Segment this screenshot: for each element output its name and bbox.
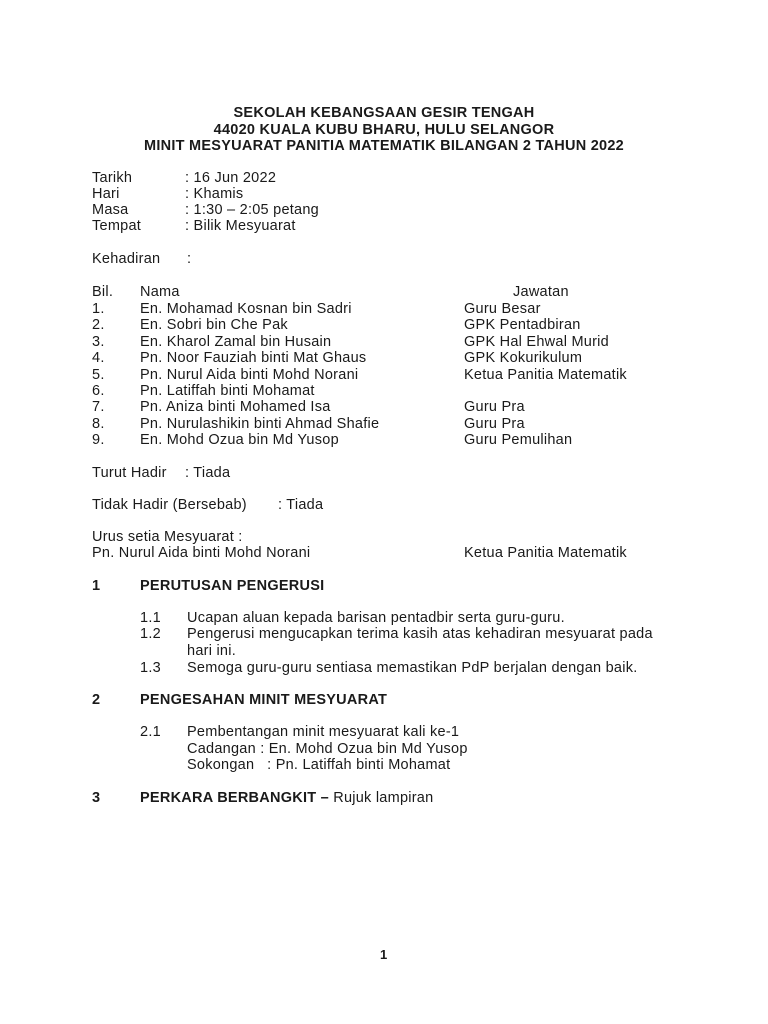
attendee-position: Guru Pemulihan xyxy=(464,432,573,449)
column-header-position: Jawatan xyxy=(513,284,569,300)
row-number: 5. xyxy=(92,366,105,383)
document-title: MINIT MESYUARAT PANITIA MATEMATIK BILANGAN 2 TAHUN 2022 xyxy=(144,138,624,154)
info-label: Tempat xyxy=(92,218,142,234)
item-number: 1.1 xyxy=(140,610,161,626)
attendance-colon: : xyxy=(187,251,192,267)
attendee-position: GPK Hal Ehwal Murid xyxy=(464,333,609,350)
secretary-name: Pn. Nurul Aida binti Mohd Norani xyxy=(92,545,311,561)
attendee-name: Pn. Aniza binti Mohamed Isa xyxy=(140,399,331,416)
attendee-name: En. Kharol Zamal bin Husain xyxy=(140,333,332,350)
row-number: 4. xyxy=(92,350,105,367)
section-number: 2 xyxy=(92,692,101,708)
attendee-position: GPK Kokurikulum xyxy=(464,350,583,367)
info-label: Hari xyxy=(92,186,120,202)
section-title: PERUTUSAN PENGERUSI xyxy=(140,578,325,594)
attendee-position: Guru Besar xyxy=(464,301,541,317)
attendee-position: Ketua Panitia Matematik xyxy=(464,366,627,383)
turut-hadir-label: Turut Hadir xyxy=(92,465,167,481)
attendee-name: En. Sobri bin Che Pak xyxy=(140,317,288,334)
attendee-position: GPK Pentadbiran xyxy=(464,317,581,334)
school-name: SEKOLAH KEBANGSAAN GESIR TENGAH xyxy=(233,105,535,121)
section-title: PERKARA BERBANGKIT – xyxy=(140,790,329,806)
info-value: : 16 Jun 2022 xyxy=(185,170,277,186)
row-number: 2. xyxy=(92,317,105,334)
turut-hadir-value: : Tiada xyxy=(185,465,231,481)
item-text: Semoga guru-guru sentiasa memastikan PdP berjalan dengan baik. xyxy=(187,660,638,676)
item-text: Pembentangan minit mesyuarat kali ke-1 xyxy=(187,724,460,740)
item-text: Cadangan : En. Mohd Ozua bin Md Yusop xyxy=(187,741,468,757)
attendance-label: Kehadiran xyxy=(92,251,161,267)
section-suffix: Rujuk lampiran xyxy=(328,790,434,806)
attendee-position: Guru Pra xyxy=(464,415,525,432)
school-address: 44020 KUALA KUBU BHARU, HULU SELANGOR xyxy=(213,122,555,138)
tidak-hadir-value: : Tiada xyxy=(278,497,324,513)
item-text: Pengerusi mengucapkan terima kasih atas kehadiran mesyuarat pada xyxy=(187,626,653,642)
attendee-position: Guru Pra xyxy=(464,399,525,416)
info-label: Masa xyxy=(92,202,129,218)
item-text: Ucapan aluan kepada barisan pentadbir serta guru-guru. xyxy=(187,610,565,626)
attendee-name: En. Mohamad Kosnan bin Sadri xyxy=(140,301,352,317)
info-value: : 1:30 – 2:05 petang xyxy=(185,202,319,218)
item-text: Sokongan : Pn. Latiffah binti Mohamat xyxy=(187,757,451,773)
row-number: 8. xyxy=(92,415,105,432)
row-number: 7. xyxy=(92,399,105,416)
info-value: : Khamis xyxy=(185,186,244,202)
row-number: 1. xyxy=(92,301,105,317)
secretary-label: Urus setia Mesyuarat : xyxy=(92,529,243,545)
item-number: 1.3 xyxy=(140,660,161,676)
column-header-name: Nama xyxy=(140,284,180,300)
column-header-no: Bil. xyxy=(92,284,114,300)
row-number: 6. xyxy=(92,383,105,399)
item-number: 2.1 xyxy=(140,724,161,740)
info-value: : Bilik Mesyuarat xyxy=(185,218,296,234)
row-number: 3. xyxy=(92,333,105,350)
section-number: 3 xyxy=(92,790,101,806)
row-number: 9. xyxy=(92,432,105,449)
section-title: PENGESAHAN MINIT MESYUARAT xyxy=(140,692,388,708)
attendee-name: Pn. Latiffah binti Mohamat xyxy=(140,383,315,399)
attendee-name: Pn. Nurulashikin binti Ahmad Shafie xyxy=(140,415,380,432)
tidak-hadir-label: Tidak Hadir (Bersebab) xyxy=(92,497,247,513)
section-number: 1 xyxy=(92,578,101,594)
secretary-position: Ketua Panitia Matematik xyxy=(464,545,627,561)
attendee-name: Pn. Noor Fauziah binti Mat Ghaus xyxy=(140,350,367,367)
attendee-name: En. Mohd Ozua bin Md Yusop xyxy=(140,432,339,449)
page-number: 1 xyxy=(380,947,388,962)
attendee-name: Pn. Nurul Aida binti Mohd Norani xyxy=(140,366,359,383)
item-number: 1.2 xyxy=(140,626,161,642)
item-text: hari ini. xyxy=(187,643,236,659)
info-label: Tarikh xyxy=(92,170,133,186)
